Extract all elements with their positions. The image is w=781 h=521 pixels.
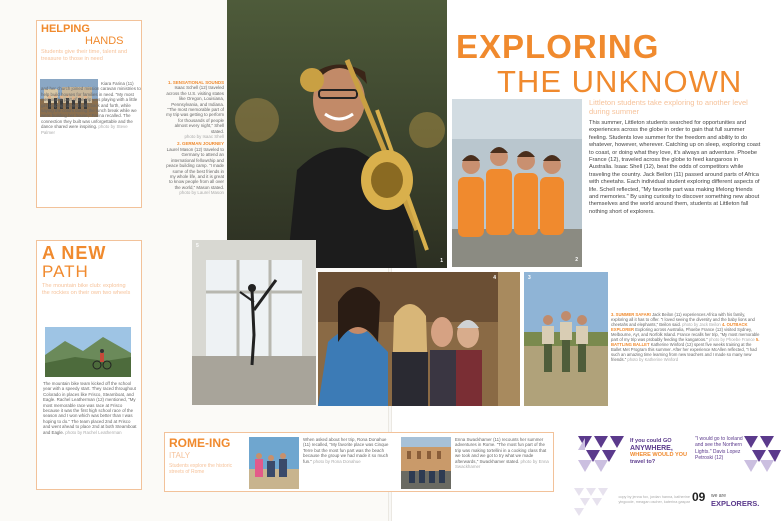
caption-2-credit: photo by Laurel Mason xyxy=(179,190,224,196)
photo-number-4: 4 xyxy=(493,275,496,281)
helping-body-text: Kiara Farina (11) and her church joined mission caravan ministries to help build houses for families in need. "My most memorable part of the trip was playing with a little girl, looping colored balls back and forth, while saying the colors during the lunch break while we were building her house," Farina recalled. The connection they built was unforgettable and the dance shared were inspiring. xyxy=(41,81,141,130)
new-path-credit: photo by Rachel Leatherman xyxy=(65,429,122,435)
triangle-pattern-left-icon xyxy=(578,436,624,472)
caption-4-body: Exploring across Australia, Phoebe France (12) visited Sydney, Melbourne, Ayr, and Norfolk Island. France recalls her trip, "My most memorable part of my trip was probably feeding the kangaroos." xyxy=(611,327,760,342)
caption-3-body: Jack Beilon (11) experiences Africa with his family, exploring all it has to offer. "I loved seeing the diversity and the baby lions and cheetahs and elephants," Beilon said. xyxy=(611,312,755,327)
photo-number-1: 1 xyxy=(440,258,443,264)
footer-tagline-explorers: EXPLORERS. xyxy=(711,499,760,508)
photo-number-2: 2 xyxy=(575,257,578,263)
italy-title: ITALY xyxy=(169,451,191,460)
rome-photo-1 xyxy=(249,437,299,489)
photo-number-5: 5 xyxy=(196,243,199,249)
rome-subtitle: Students explore the historic streets of Rome xyxy=(169,463,233,476)
exploring-subtitle: Littleton students take exploring to another level during summer xyxy=(589,98,748,116)
caption-1-credit: photo by Isaac Shell xyxy=(184,134,224,140)
photo-number-3: 3 xyxy=(528,275,531,281)
promo-question-line-3: WHERE WOULD YOU xyxy=(630,452,688,458)
exploring-body: This summer, Littleton students searched for opportunities and experiences across the globe in order to gain that full summer feeling. Students love summer for the freedom and ability to do whatever, however, wherever. Catching up on sleep, exploring coast to coast, or doing what they love, it's always an adventure. Phoebe France (12), traveled across the globe to feed kangaroos in Australia. Isaac Shell (12), beat the odds of competitors while traveling the country. Jack Beilon (11) passed around parts of Africa with cheetahs. Each individual student exploring different aspects of life. Schell reflected, "My favorite part was making lifelong friends and memories." By using curiosity to discover something new about themselves and the world around them, students at Littleton fall nothing short of explorers. xyxy=(589,120,761,215)
promo-question-line-4: travel to? xyxy=(630,459,656,465)
rome-quote-1-credit: photo by Rona Donahue xyxy=(313,458,361,464)
helping-hands-box xyxy=(36,20,142,208)
caption-4-heading: 4. OUTBACK EXPLORER xyxy=(611,322,748,332)
caption-3-credit: photo by Jack Beilon xyxy=(682,322,721,327)
triangle-pattern-right-icon xyxy=(744,436,781,472)
helping-subtitle: Students give their time, talent and treasure to those in need xyxy=(41,49,128,62)
exploring-title: EXPLORING xyxy=(456,28,660,65)
caption-4-credit: photo by Phoebe France xyxy=(708,337,755,342)
hands-title: HANDS xyxy=(85,35,124,47)
helping-body xyxy=(41,81,141,201)
promo-answer: "I would go to Iceland and see the Northern Lights." Davis Lopez Petroski (12) xyxy=(695,436,743,462)
helping-credit: photo by Steve Palmer xyxy=(41,124,128,135)
rome-quote-1 xyxy=(303,437,395,489)
caption-2-body: Laurel Mason (12) traveled to Germany to attend an international fellowship and peace building camp. "I made some of the best friends in my whole life, and it is great to know people from all over the world," Mason stated. xyxy=(166,146,224,190)
caption-1-heading: 1. SENSATIONAL SOUNDS xyxy=(168,80,224,85)
promo-question-line-2: ANYWHERE, xyxy=(630,445,673,452)
unknown-title: THE UNKNOWN xyxy=(497,64,743,99)
caption-2-heading: 2. GERMAN JOURNEY xyxy=(177,141,224,147)
helping-title: HELPING xyxy=(41,23,90,35)
promo-question-line-1: If you could GO xyxy=(630,438,672,444)
footer-credits: copy by jenna fox, jordan hanna, katherine yingcode, meagan oscher, katerina gaspar xyxy=(618,495,690,504)
promo-question xyxy=(630,438,692,466)
path-title: PATH xyxy=(42,262,89,281)
rome-strip xyxy=(164,432,554,492)
new-path-body-text: The mountain bike team kicked off the school year with a speedy start. They raced throughout Colorado in places like Frisco, Steamboat, and Eagle. Rachel Leatherman (12) mentioned, "My most memorable race was race at Frisco because it was the first high school race of the season and I won which was better than I was hoping to do." The team placed 2nd at Frisco and went ahead to place 2nd at both Steamboat and Eagle. xyxy=(43,381,137,435)
caption-5-body: Katherine Winford (12) spent five weeks training at the Ballet Met Program this summer. After her experience McAllen reflected, "I had such an amazing time learning from new teachers and I made so many new friends." xyxy=(611,342,757,362)
caption-5-credit: photo by Katherine Winford xyxy=(627,357,679,362)
captions-3-5 xyxy=(611,312,761,412)
new-title: A NEW xyxy=(42,243,107,263)
footer-tagline-we-are: we are xyxy=(711,493,727,499)
orange-shirt-group-photo xyxy=(452,99,582,267)
friends-photo xyxy=(318,272,520,406)
new-path-box xyxy=(36,240,142,490)
rome-quote-2-text: Enna Swackhamer (11) recounts her summer adventures in Rome. "The most fun part of the trip was making tortellini in a cooking class that we took and we got to try what we made afterwards," Swackhamer stated. xyxy=(455,437,547,464)
ballet-photo xyxy=(192,240,316,405)
new-path-subtitle: The mountain bike club: exploring the rockies on their own two wheels xyxy=(42,283,131,296)
rome-quote-2-credit: photo by Enna Swackhamer xyxy=(455,458,549,470)
new-path-body xyxy=(43,381,138,489)
mountain-bike-photo xyxy=(45,327,131,377)
captions-1-2 xyxy=(166,80,224,230)
rome-quote-2 xyxy=(455,437,551,489)
rome-quote-1-text: When asked about her trip, Rona Donahue (11) recalled, "My favorite place was Cinque Terre but the most fun part was the beach because the group we had made it so much fun." xyxy=(303,437,389,464)
page-number: 09 xyxy=(692,490,706,504)
rome-photo-2 xyxy=(401,437,451,489)
caption-3-heading: 3. SUMMER SAFARI xyxy=(611,312,651,317)
trombone-photo xyxy=(227,0,447,268)
rome-title: ROME-ING xyxy=(169,436,231,450)
caption-5-heading: 5. BATTLING BALLET xyxy=(611,337,760,347)
caption-1-body: Isaac Schell (12) traveled across the U.S. visiting states like Oregon, Louisiana, Pennsylvania, and Indiana. "The most memorable part of my trip was getting to perform for thousands of people almost every night," Shell stated. xyxy=(166,85,224,134)
